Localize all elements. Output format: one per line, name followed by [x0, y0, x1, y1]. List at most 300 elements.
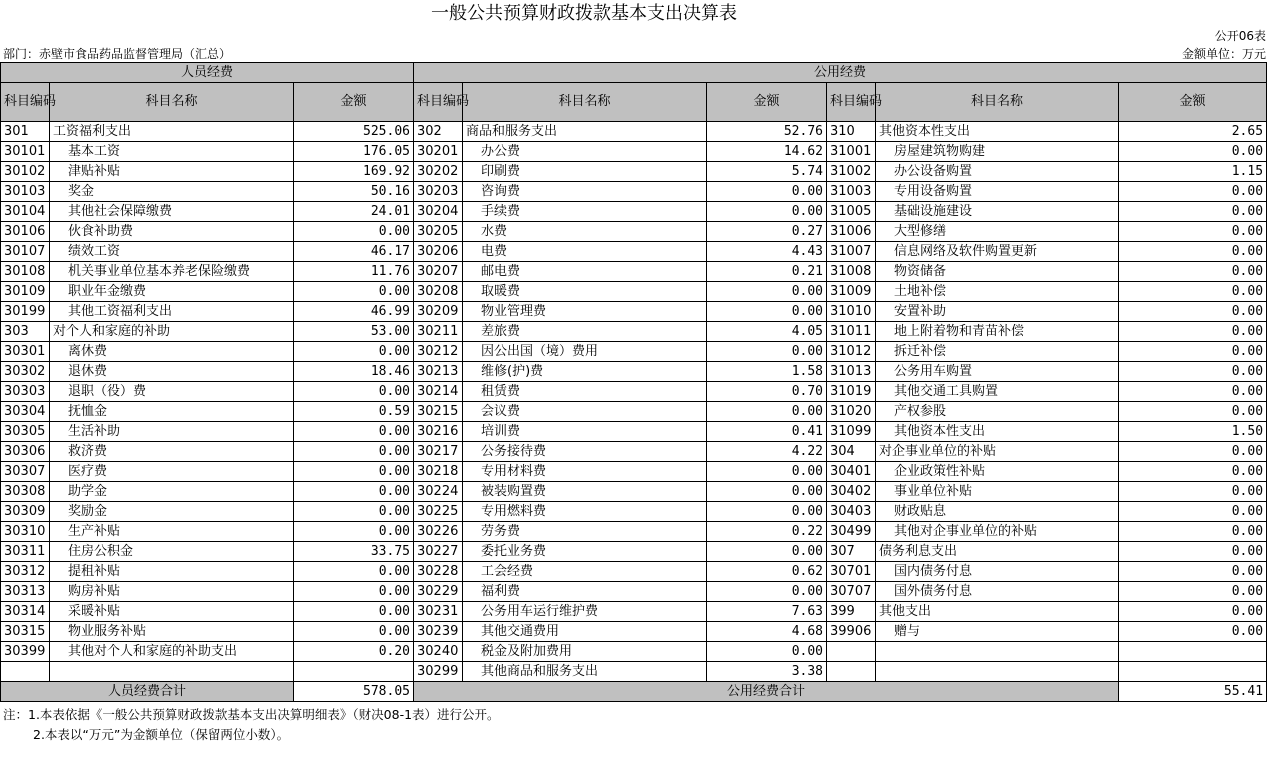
- code-header: 科目编码: [827, 83, 876, 122]
- amount-cell: 0.00: [707, 482, 827, 502]
- subject-name-cell: 对企事业单位的补贴: [876, 442, 1119, 462]
- subject-name-cell: 其他工资福利支出: [50, 302, 294, 322]
- subject-code-cell: 30301: [1, 342, 50, 362]
- amount-cell: 0.59: [294, 402, 414, 422]
- subject-name-cell: 物资储备: [876, 262, 1119, 282]
- subject-code-cell: 30199: [1, 302, 50, 322]
- subject-code-cell: 31009: [827, 282, 876, 302]
- amount-cell: 46.17: [294, 242, 414, 262]
- table-row: [1, 382, 1267, 402]
- report-title: 一般公共预算财政拨款基本支出决算表: [431, 3, 737, 24]
- amount-cell: 1.15: [1119, 162, 1267, 182]
- subject-code-cell: 30103: [1, 182, 50, 202]
- amount-cell: 7.63: [707, 602, 827, 622]
- amount-cell: 50.16: [294, 182, 414, 202]
- amount-cell: 0.00: [707, 202, 827, 222]
- table-row: [1, 642, 1267, 662]
- subject-code-cell: 30311: [1, 542, 50, 562]
- amount-cell: 0.00: [294, 522, 414, 542]
- subject-code-cell: 399: [827, 602, 876, 622]
- subject-code-cell: 30306: [1, 442, 50, 462]
- subject-name-cell: 退休费: [50, 362, 294, 382]
- table-row: [1, 422, 1267, 442]
- table-code: 公开06表: [1214, 29, 1266, 43]
- amount-cell: 33.75: [294, 542, 414, 562]
- table-row: [1, 182, 1267, 202]
- amount-cell: 0.70: [707, 382, 827, 402]
- subject-name-cell: 奖金: [50, 182, 294, 202]
- amount-cell: 0.00: [294, 442, 414, 462]
- subject-code-cell: 30707: [827, 582, 876, 602]
- amount-cell: 0.00: [1119, 262, 1267, 282]
- subject-code-cell: 30227: [414, 542, 463, 562]
- table-row: [1, 602, 1267, 622]
- subject-code-cell: 30104: [1, 202, 50, 222]
- subject-code-cell: 39906: [827, 622, 876, 642]
- subject-name-cell: 住房公积金: [50, 542, 294, 562]
- subject-code-cell: 30403: [827, 502, 876, 522]
- table-row: [1, 562, 1267, 582]
- amount-cell: 0.00: [1119, 622, 1267, 642]
- subject-code-cell: 30309: [1, 502, 50, 522]
- table-row: [1, 362, 1267, 382]
- amount-cell: 0.00: [1119, 242, 1267, 262]
- subject-name-cell: 大型修缮: [876, 222, 1119, 242]
- subject-code-cell: 304: [827, 442, 876, 462]
- table-row: [1, 322, 1267, 342]
- table-row: [1, 342, 1267, 362]
- subject-code-cell: 30107: [1, 242, 50, 262]
- amount-cell: 0.00: [707, 302, 827, 322]
- amount-cell: 24.01: [294, 202, 414, 222]
- amount-cell: 0.00: [707, 502, 827, 522]
- subject-code-cell: 30229: [414, 582, 463, 602]
- amount-cell: 4.43: [707, 242, 827, 262]
- amount-cell: 0.00: [1119, 602, 1267, 622]
- subject-code-cell: 30211: [414, 322, 463, 342]
- amount-cell: 0.00: [1119, 342, 1267, 362]
- amount-cell: 52.76: [707, 122, 827, 142]
- subject-name-cell: 事业单位补贴: [876, 482, 1119, 502]
- table-row: [1, 522, 1267, 542]
- subject-name-cell: 委托业务费: [463, 542, 707, 562]
- subject-name-cell: 因公出国（境）费用: [463, 342, 707, 362]
- personnel-total-value: 578.05: [294, 682, 414, 702]
- subject-code-cell: 31011: [827, 322, 876, 342]
- subject-name-cell: 土地补偿: [876, 282, 1119, 302]
- subject-code-cell: 31006: [827, 222, 876, 242]
- subject-code-cell: 31019: [827, 382, 876, 402]
- subject-code-cell: 30202: [414, 162, 463, 182]
- subject-code-cell: 30101: [1, 142, 50, 162]
- subject-name-cell: 基础设施建设: [876, 202, 1119, 222]
- subject-name-cell: 取暖费: [463, 282, 707, 302]
- subject-name-cell: 地上附着物和青苗补偿: [876, 322, 1119, 342]
- amount-cell: 0.00: [294, 282, 414, 302]
- table-row: [1, 242, 1267, 262]
- subject-code-cell: 30701: [827, 562, 876, 582]
- amount-header: 金额: [1119, 83, 1267, 122]
- subject-code-cell: 30216: [414, 422, 463, 442]
- table-row: [1, 202, 1267, 222]
- subject-code-cell: [827, 662, 876, 682]
- amount-cell: [1119, 642, 1267, 662]
- subject-name-cell: 邮电费: [463, 262, 707, 282]
- subject-name-cell: 债务利息支出: [876, 542, 1119, 562]
- subject-name-cell: 奖励金: [50, 502, 294, 522]
- subject-name-cell: 工会经费: [463, 562, 707, 582]
- amount-cell: 0.22: [707, 522, 827, 542]
- public-header: 公用经费: [414, 63, 1267, 83]
- amount-cell: 0.00: [1119, 482, 1267, 502]
- amount-cell: 0.00: [1119, 542, 1267, 562]
- amount-cell: 0.00: [1119, 502, 1267, 522]
- amount-cell: 0.00: [294, 342, 414, 362]
- subject-code-cell: 31005: [827, 202, 876, 222]
- subject-name-cell: 公务接待费: [463, 442, 707, 462]
- table-row: [1, 662, 1267, 682]
- subject-code-cell: 30213: [414, 362, 463, 382]
- subject-code-cell: 30224: [414, 482, 463, 502]
- subject-code-cell: 30208: [414, 282, 463, 302]
- amount-cell: 169.92: [294, 162, 414, 182]
- subject-code-cell: 30314: [1, 602, 50, 622]
- subject-code-cell: 30218: [414, 462, 463, 482]
- table-row: [1, 482, 1267, 502]
- subject-code-cell: 31099: [827, 422, 876, 442]
- subject-code-cell: 30305: [1, 422, 50, 442]
- subject-name-cell: 国内债务付息: [876, 562, 1119, 582]
- public-total-label: 公用经费合计: [414, 682, 1119, 702]
- subject-code-cell: 30402: [827, 482, 876, 502]
- subject-name-cell: 公务用车购置: [876, 362, 1119, 382]
- subject-name-cell: 其他资本性支出: [876, 122, 1119, 142]
- subject-code-cell: 30203: [414, 182, 463, 202]
- subject-name-cell: 房屋建筑物购建: [876, 142, 1119, 162]
- amount-cell: 0.00: [707, 582, 827, 602]
- subject-name-cell: 医疗费: [50, 462, 294, 482]
- subject-name-cell: 其他对企事业单位的补贴: [876, 522, 1119, 542]
- amount-cell: 0.00: [294, 462, 414, 482]
- subject-code-cell: 31013: [827, 362, 876, 382]
- subject-name-cell: 助学金: [50, 482, 294, 502]
- amount-cell: 46.99: [294, 302, 414, 322]
- unit-label: 金额单位：万元: [1181, 47, 1266, 61]
- amount-cell: 0.00: [1119, 582, 1267, 602]
- table-row: [1, 462, 1267, 482]
- subject-code-cell: 30108: [1, 262, 50, 282]
- subject-name-cell: 抚恤金: [50, 402, 294, 422]
- subject-code-cell: 30302: [1, 362, 50, 382]
- amount-cell: 0.00: [294, 582, 414, 602]
- subject-name-cell: 津贴补贴: [50, 162, 294, 182]
- amount-cell: 0.00: [1119, 402, 1267, 422]
- subject-name-cell: 机关事业单位基本养老保险缴费: [50, 262, 294, 282]
- amount-cell: 525.06: [294, 122, 414, 142]
- table-row: [1, 282, 1267, 302]
- table-row: [1, 222, 1267, 242]
- subject-code-cell: 31008: [827, 262, 876, 282]
- amount-cell: 0.00: [707, 342, 827, 362]
- amount-cell: 0.00: [294, 422, 414, 442]
- amount-cell: 0.00: [707, 542, 827, 562]
- table-row: [1, 502, 1267, 522]
- subject-name-cell: 公务用车运行维护费: [463, 602, 707, 622]
- amount-cell: 0.00: [707, 282, 827, 302]
- subject-name-cell: 物业管理费: [463, 302, 707, 322]
- subject-code-cell: 307: [827, 542, 876, 562]
- amount-cell: 0.00: [294, 622, 414, 642]
- amount-cell: 0.00: [294, 482, 414, 502]
- amount-cell: 0.00: [294, 502, 414, 522]
- subject-name-cell: 其他支出: [876, 602, 1119, 622]
- table-row: [1, 582, 1267, 602]
- amount-cell: 0.00: [1119, 382, 1267, 402]
- department-label: 部门：赤壁市食品药品监督管理局（汇总）: [3, 47, 232, 61]
- table-row: [1, 302, 1267, 322]
- amount-cell: 4.68: [707, 622, 827, 642]
- name-header: 科目名称: [876, 83, 1119, 122]
- amount-cell: 0.41: [707, 422, 827, 442]
- subject-name-cell: [50, 662, 294, 682]
- subject-code-cell: 30315: [1, 622, 50, 642]
- amount-cell: 0.00: [1119, 222, 1267, 242]
- personnel-total-label: 人员经费合计: [1, 682, 294, 702]
- subject-name-cell: 咨询费: [463, 182, 707, 202]
- table-row: [1, 262, 1267, 282]
- subject-code-cell: 30299: [414, 662, 463, 682]
- subject-name-cell: 绩效工资: [50, 242, 294, 262]
- subject-code-cell: 30214: [414, 382, 463, 402]
- subject-name-cell: 赠与: [876, 622, 1119, 642]
- subject-name-cell: 电费: [463, 242, 707, 262]
- subject-code-cell: 30313: [1, 582, 50, 602]
- subject-name-cell: 生活补助: [50, 422, 294, 442]
- code-header: 科目编码: [1, 83, 50, 122]
- subject-code-cell: 30303: [1, 382, 50, 402]
- subject-name-cell: 财政贴息: [876, 502, 1119, 522]
- amount-cell: 0.00: [1119, 142, 1267, 162]
- subject-name-cell: 差旅费: [463, 322, 707, 342]
- subject-code-cell: 31010: [827, 302, 876, 322]
- table-row: [1, 542, 1267, 562]
- subject-code-cell: [827, 642, 876, 662]
- subject-code-cell: 30204: [414, 202, 463, 222]
- amount-cell: 18.46: [294, 362, 414, 382]
- subject-code-cell: 30109: [1, 282, 50, 302]
- amount-cell: 2.65: [1119, 122, 1267, 142]
- amount-cell: 0.00: [1119, 302, 1267, 322]
- subject-code-cell: 31002: [827, 162, 876, 182]
- subject-code-cell: 30206: [414, 242, 463, 262]
- subject-name-cell: 其他社会保障缴费: [50, 202, 294, 222]
- subject-code-cell: 30307: [1, 462, 50, 482]
- table-row: [1, 142, 1267, 162]
- subject-code-cell: 30499: [827, 522, 876, 542]
- amount-cell: 5.74: [707, 162, 827, 182]
- amount-cell: 0.00: [1119, 182, 1267, 202]
- subject-code-cell: 30304: [1, 402, 50, 422]
- personnel-header: 人员经费: [1, 63, 414, 83]
- public-total-value: 55.41: [1119, 682, 1267, 702]
- subject-name-cell: 其他交通费用: [463, 622, 707, 642]
- subject-name-cell: [876, 642, 1119, 662]
- subject-code-cell: 31001: [827, 142, 876, 162]
- amount-cell: 0.20: [294, 642, 414, 662]
- subject-name-cell: 提租补贴: [50, 562, 294, 582]
- subject-name-cell: 其他对个人和家庭的补助支出: [50, 642, 294, 662]
- subject-name-cell: 企业政策性补贴: [876, 462, 1119, 482]
- amount-cell: 0.00: [294, 222, 414, 242]
- note-2: 2.本表以“万元”为金额单位（保留两位小数）。: [33, 727, 290, 742]
- subject-name-cell: 产权参股: [876, 402, 1119, 422]
- subject-code-cell: 30310: [1, 522, 50, 542]
- subject-code-cell: 30399: [1, 642, 50, 662]
- subject-name-cell: 救济费: [50, 442, 294, 462]
- subject-name-cell: 离休费: [50, 342, 294, 362]
- subject-code-cell: 30212: [414, 342, 463, 362]
- amount-cell: 4.05: [707, 322, 827, 342]
- amount-cell: 14.62: [707, 142, 827, 162]
- subject-code-cell: 30215: [414, 402, 463, 422]
- amount-cell: 0.00: [1119, 442, 1267, 462]
- subject-code-cell: 31020: [827, 402, 876, 422]
- amount-cell: 1.50: [1119, 422, 1267, 442]
- subject-code-cell: 302: [414, 122, 463, 142]
- subject-name-cell: 维修(护)费: [463, 362, 707, 382]
- subject-name-cell: 专用燃料费: [463, 502, 707, 522]
- amount-cell: 0.00: [1119, 462, 1267, 482]
- amount-cell: 3.38: [707, 662, 827, 682]
- note-1: 注：1.本表依据《一般公共预算财政拨款基本支出决算明细表》（财决08-1表）进行公开。: [3, 707, 500, 722]
- subject-code-cell: 31012: [827, 342, 876, 362]
- notes: [3, 705, 500, 745]
- subject-name-cell: 专用设备购置: [876, 182, 1119, 202]
- subject-name-cell: 印刷费: [463, 162, 707, 182]
- subject-name-cell: [876, 662, 1119, 682]
- table-row: [1, 442, 1267, 462]
- subject-name-cell: 国外债务付息: [876, 582, 1119, 602]
- subject-code-cell: 30401: [827, 462, 876, 482]
- table-row: [1, 162, 1267, 182]
- amount-header: 金额: [294, 83, 414, 122]
- subject-code-cell: 30312: [1, 562, 50, 582]
- name-header: 科目名称: [463, 83, 707, 122]
- subject-name-cell: 劳务费: [463, 522, 707, 542]
- subject-code-cell: 31003: [827, 182, 876, 202]
- table-row: [1, 622, 1267, 642]
- subject-code-cell: 30240: [414, 642, 463, 662]
- subject-name-cell: 办公设备购置: [876, 162, 1119, 182]
- amount-cell: [294, 662, 414, 682]
- subject-code-cell: 30228: [414, 562, 463, 582]
- amount-cell: 0.00: [294, 562, 414, 582]
- subject-name-cell: 税金及附加费用: [463, 642, 707, 662]
- subject-code-cell: 30217: [414, 442, 463, 462]
- table-row: [1, 402, 1267, 422]
- subject-name-cell: 退职（役）费: [50, 382, 294, 402]
- subject-code-cell: 30209: [414, 302, 463, 322]
- amount-cell: 0.00: [707, 462, 827, 482]
- subject-name-cell: 采暖补贴: [50, 602, 294, 622]
- subject-name-cell: 办公费: [463, 142, 707, 162]
- subject-name-cell: 物业服务补贴: [50, 622, 294, 642]
- subject-code-cell: 30201: [414, 142, 463, 162]
- subject-name-cell: 培训费: [463, 422, 707, 442]
- subject-code-cell: 30308: [1, 482, 50, 502]
- subject-name-cell: 职业年金缴费: [50, 282, 294, 302]
- subject-name-cell: 安置补助: [876, 302, 1119, 322]
- amount-cell: 11.76: [294, 262, 414, 282]
- amount-cell: 0.00: [1119, 562, 1267, 582]
- subject-code-cell: [1, 662, 50, 682]
- subject-name-cell: 伙食补助费: [50, 222, 294, 242]
- amount-cell: 0.27: [707, 222, 827, 242]
- subject-code-cell: 30205: [414, 222, 463, 242]
- subject-name-cell: 其他商品和服务支出: [463, 662, 707, 682]
- amount-cell: [1119, 662, 1267, 682]
- amount-header: 金额: [707, 83, 827, 122]
- subject-name-cell: 福利费: [463, 582, 707, 602]
- amount-cell: 1.58: [707, 362, 827, 382]
- amount-cell: 0.00: [1119, 362, 1267, 382]
- subject-name-cell: 商品和服务支出: [463, 122, 707, 142]
- subject-name-cell: 其他交通工具购置: [876, 382, 1119, 402]
- subject-code-cell: 310: [827, 122, 876, 142]
- subject-code-cell: 31007: [827, 242, 876, 262]
- amount-cell: 0.00: [1119, 282, 1267, 302]
- amount-cell: 0.00: [1119, 202, 1267, 222]
- subject-code-cell: 303: [1, 322, 50, 342]
- subject-name-cell: 其他资本性支出: [876, 422, 1119, 442]
- amount-cell: 0.00: [294, 382, 414, 402]
- code-header: 科目编码: [414, 83, 463, 122]
- amount-cell: 176.05: [294, 142, 414, 162]
- subject-code-cell: 30102: [1, 162, 50, 182]
- amount-cell: 0.00: [1119, 322, 1267, 342]
- amount-cell: 0.00: [1119, 522, 1267, 542]
- amount-cell: 0.62: [707, 562, 827, 582]
- amount-cell: 0.00: [707, 642, 827, 662]
- subject-name-cell: 生产补贴: [50, 522, 294, 542]
- amount-cell: 0.21: [707, 262, 827, 282]
- table-body: [1, 122, 1267, 682]
- subject-name-cell: 信息网络及软件购置更新: [876, 242, 1119, 262]
- amount-cell: 4.22: [707, 442, 827, 462]
- subject-code-cell: 301: [1, 122, 50, 142]
- subject-name-cell: 购房补贴: [50, 582, 294, 602]
- subject-name-cell: 拆迁补偿: [876, 342, 1119, 362]
- table-row: [1, 122, 1267, 142]
- subject-name-cell: 水费: [463, 222, 707, 242]
- amount-cell: 0.00: [294, 602, 414, 622]
- subject-name-cell: 基本工资: [50, 142, 294, 162]
- subject-name-cell: 工资福利支出: [50, 122, 294, 142]
- amount-cell: 0.00: [707, 402, 827, 422]
- expenditure-table: [0, 62, 1267, 702]
- subject-code-cell: 30239: [414, 622, 463, 642]
- name-header: 科目名称: [50, 83, 294, 122]
- amount-cell: 53.00: [294, 322, 414, 342]
- subject-code-cell: 30106: [1, 222, 50, 242]
- amount-cell: 0.00: [707, 182, 827, 202]
- subject-name-cell: 手续费: [463, 202, 707, 222]
- subject-name-cell: 租赁费: [463, 382, 707, 402]
- subject-code-cell: 30231: [414, 602, 463, 622]
- subject-name-cell: 会议费: [463, 402, 707, 422]
- subject-name-cell: 专用材料费: [463, 462, 707, 482]
- subject-code-cell: 30225: [414, 502, 463, 522]
